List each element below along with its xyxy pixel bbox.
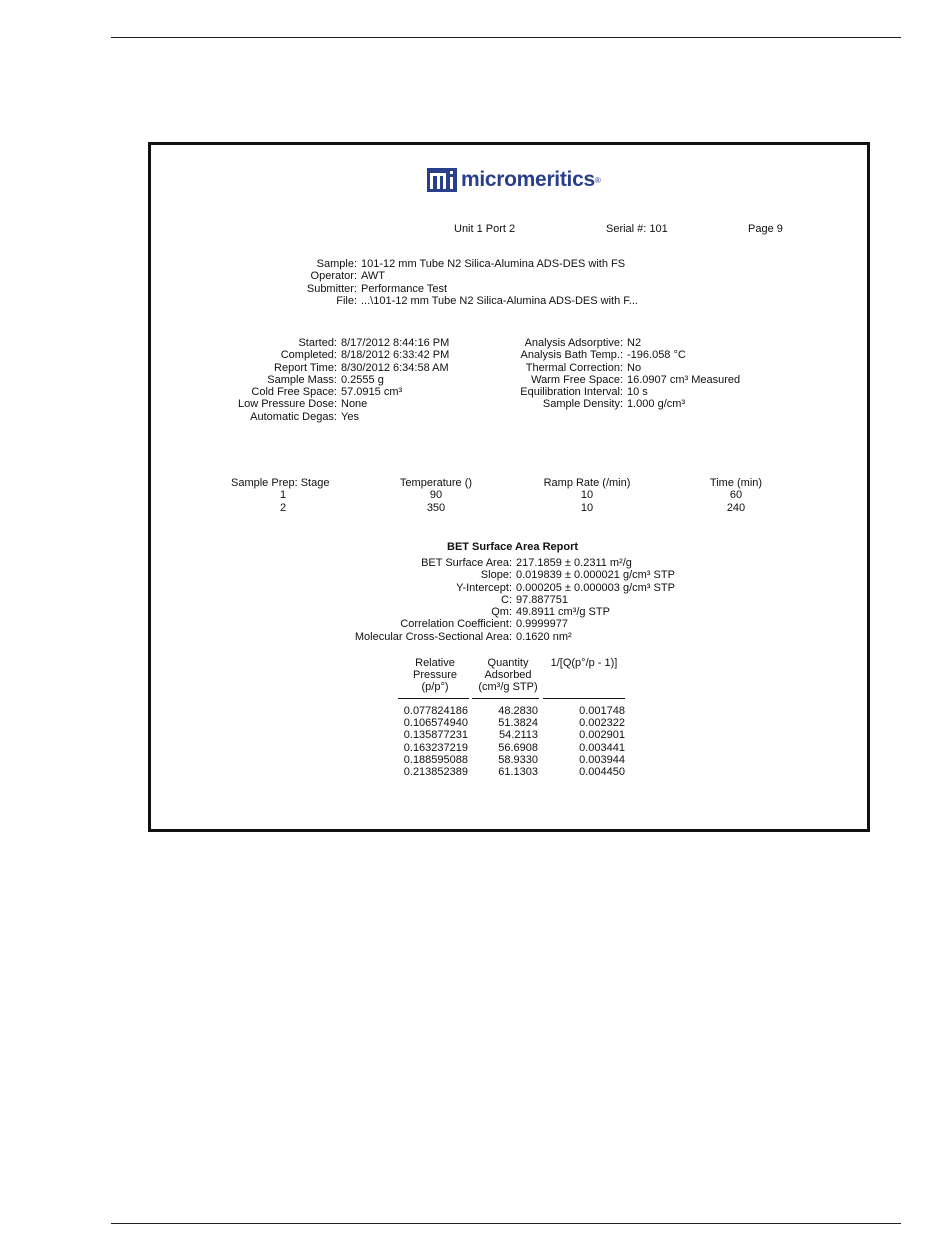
sample-prep-header-stage: Sample Prep: Stage	[231, 477, 330, 489]
bet-result-row: Slope: 0.019839 ± 0.000021 g/cm³ STP	[480, 569, 675, 582]
sample-prep-cell: 90	[429, 489, 443, 502]
run-info-row: Completed: 8/18/2012 6:33:42 PM	[280, 349, 450, 362]
table-header-quantity-adsorbed: Quantity Adsorbed (cm³/g STP)	[478, 657, 538, 693]
table-cell: 0.135877231	[403, 729, 468, 742]
table-cell: 0.163237219	[403, 741, 468, 754]
run-info-row: Equilibration Interval: 10 s	[520, 386, 648, 399]
bet-report-title: BET Surface Area Report	[447, 541, 579, 553]
sample-prep-cell: 350	[426, 501, 446, 514]
table-cell: 0.077824186	[403, 705, 468, 717]
sample-info-row: Sample: 101-12 mm Tube N2 Silica-Alumina ADS-DES with FS	[316, 258, 626, 270]
table-header-bet-transform: 1/[Q(p°/p - 1)]	[550, 657, 618, 669]
table-cell: 61.1303	[498, 766, 538, 779]
sample-prep-header-ramp-rate: Ramp Rate (/min)	[543, 477, 631, 489]
relative-pressure-column	[398, 705, 468, 778]
run-info-row: Sample Mass: 0.2555 g	[267, 373, 384, 386]
table-cell: 58.9330	[498, 753, 538, 766]
table-cell: 0.003944	[579, 753, 625, 766]
sample-prep-table	[151, 477, 867, 517]
table-header-underline	[543, 698, 625, 699]
sample-info-row: Operator: AWT	[310, 270, 386, 283]
table-cell: 0.213852389	[403, 766, 468, 779]
table-cell: 51.3824	[498, 717, 538, 730]
run-info-right	[151, 337, 740, 411]
registered-mark: ®	[594, 175, 601, 185]
sample-prep-cell: 1	[279, 489, 287, 502]
table-cell: 0.003441	[579, 741, 625, 754]
table-cell: 0.106574940	[403, 717, 468, 730]
run-info-row: Analysis Adsorptive: N2	[524, 337, 642, 349]
run-info-row: Cold Free Space: 57.0915 cm³	[251, 386, 403, 399]
page-bottom-rule	[111, 1223, 901, 1224]
bet-result-row: Molecular Cross-Sectional Area: 0.1620 nm²	[354, 630, 572, 643]
sample-info-row: File: ...\101-12 mm Tube N2 Silica-Alumina ADS-DES with F...	[336, 294, 638, 307]
page-number: Page 9	[748, 223, 783, 235]
bet-transform-column	[551, 705, 625, 778]
table-cell: 48.2830	[498, 705, 538, 717]
sample-prep-header-temperature: Temperature ()	[399, 477, 473, 489]
quantity-adsorbed-column	[481, 705, 538, 778]
table-cell: 0.001748	[579, 705, 625, 717]
run-info-row: Started: 8/17/2012 8:44:16 PM	[298, 337, 450, 349]
page-top-rule	[111, 37, 901, 38]
table-header-relative-pressure: Relative Pressure (p/p°)	[412, 657, 458, 693]
sample-prep-cell: 2	[279, 501, 287, 514]
logo-wordmark: micromeritics	[461, 168, 595, 191]
bet-result-row: Correlation Coefficient: 0.9999977	[400, 618, 568, 631]
run-info-row: Warm Free Space: 16.0907 cm³ Measured	[531, 373, 741, 386]
unit-port: Unit 1 Port 2	[454, 223, 516, 235]
table-header-underline	[398, 698, 469, 699]
run-info-row: Thermal Correction: No	[525, 361, 642, 374]
bet-result-row: Y-Intercept: 0.000205 ± 0.000003 g/cm³ STP	[456, 581, 675, 594]
table-cell: 0.002901	[579, 729, 625, 742]
bet-result-row: Qm: 49.8911 cm³/g STP	[491, 606, 610, 619]
run-info-row: Automatic Degas: Yes	[250, 410, 359, 423]
bet-result-row: C: 97.887751	[501, 593, 568, 606]
bet-results	[151, 557, 675, 643]
table-header-underline	[472, 698, 539, 699]
micromeritics-logo	[427, 167, 601, 193]
sample-prep-header-time: Time (min)	[709, 477, 763, 489]
run-info-row: Sample Density: 1.000 g/cm³	[542, 398, 686, 411]
sample-info	[151, 258, 638, 307]
serial-number: Serial #: 101	[606, 223, 668, 235]
sample-prep-cell: 60	[729, 489, 743, 502]
run-info-row: Low Pressure Dose: None	[237, 398, 368, 411]
sample-prep-cell: 10	[580, 501, 594, 514]
run-info-row: Report Time: 8/30/2012 6:34:58 AM	[274, 361, 449, 374]
table-cell: 54.2113	[499, 729, 538, 742]
report-frame	[148, 142, 870, 832]
table-cell: 56.6908	[498, 741, 538, 754]
table-cell: 0.004450	[579, 766, 625, 779]
table-cell: 0.002322	[579, 717, 625, 730]
micromeritics-logo-icon	[427, 168, 457, 192]
sample-info-row: Submitter: Performance Test	[306, 282, 448, 295]
run-info-row: Analysis Bath Temp.: -196.058 °C	[520, 349, 686, 362]
table-cell: 0.188595088	[403, 753, 468, 766]
sample-prep-cell: 10	[580, 489, 594, 502]
bet-result-row: BET Surface Area: 217.1859 ± 0.2311 m²/g	[421, 557, 632, 569]
sample-prep-cell: 240	[726, 501, 746, 514]
